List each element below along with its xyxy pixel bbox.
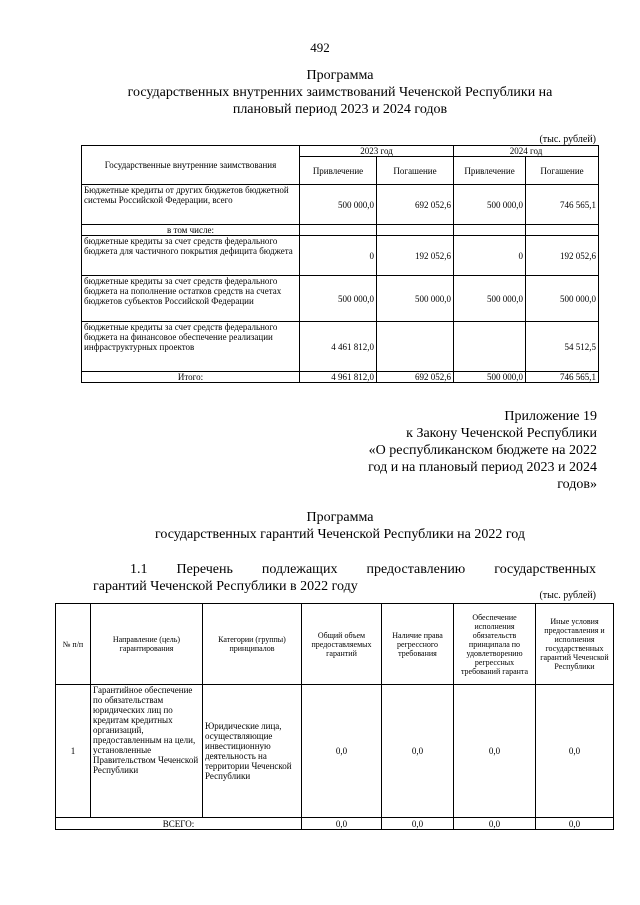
program1-title-line2: государственных внутренних заимствований Чеченской Республики на xyxy=(127,85,553,100)
borrowings-table xyxy=(81,145,599,383)
program1-title-line1: Программа xyxy=(306,68,374,83)
appendix-block xyxy=(330,408,597,493)
year1-attract-header: Привлечение xyxy=(300,157,377,185)
year2-attract-header: Привлечение xyxy=(454,157,526,185)
section-heading-line2: гарантий Чеченской Республики в 2022 году xyxy=(93,579,358,594)
total-value: 692 052,6 xyxy=(377,372,454,383)
cell-value: 500 000,0 xyxy=(377,276,454,322)
total-value: 746 565,1 xyxy=(526,372,599,383)
total-value: 0,0 xyxy=(382,818,454,830)
cell-value: 0,0 xyxy=(302,685,382,818)
table-row xyxy=(56,685,614,818)
row-name: в том числе: xyxy=(82,225,300,236)
program2-title-line1: Программа xyxy=(306,510,374,525)
col-name-header: Государственные внутренние заимствования xyxy=(82,146,300,185)
total-value: 4 961 812,0 xyxy=(300,372,377,383)
appendix-line2: к Закону Чеченской Республики xyxy=(406,426,597,441)
cell-value: 692 052,6 xyxy=(377,185,454,225)
cell-value xyxy=(454,322,526,372)
table-row xyxy=(82,276,599,322)
row-number: 1 xyxy=(56,685,91,818)
cell-value xyxy=(377,225,454,236)
row-name: бюджетные кредиты за счет средств федерального бюджета на пополнение остатков средств на счетах бюджетов субъектов Российской Федерации xyxy=(82,276,300,322)
program1-units: (тыс. рублей) xyxy=(539,134,596,145)
total-row xyxy=(82,372,599,383)
cell-value xyxy=(377,322,454,372)
total-value: 0,0 xyxy=(536,818,614,830)
appendix-line3: «О республиканском бюджете на 2022 xyxy=(368,443,597,458)
cell-value: 54 512,5 xyxy=(526,322,599,372)
cell-value xyxy=(454,225,526,236)
cell-value: 500 000,0 xyxy=(454,185,526,225)
cell-value: 0 xyxy=(300,236,377,276)
cell-value: 500 000,0 xyxy=(300,276,377,322)
total-label: ВСЕГО: xyxy=(56,818,302,830)
table-row xyxy=(82,236,599,276)
cell-value: 500 000,0 xyxy=(454,276,526,322)
header-number: № п/п xyxy=(56,604,91,685)
header-direction: Направление (цель) гарантирования xyxy=(91,604,203,685)
cell-value xyxy=(526,225,599,236)
cell-value: 192 052,6 xyxy=(377,236,454,276)
cell-value: 192 052,6 xyxy=(526,236,599,276)
total-label: Итого: xyxy=(82,372,300,383)
cell-value: 500 000,0 xyxy=(526,276,599,322)
total-row xyxy=(56,818,614,830)
row-category: Юридические лица, осуществляющие инвестиционную деятельность на территории Чеченской Республики xyxy=(203,685,302,818)
row-direction: Гарантийное обеспечение по обязательствам юридических лиц по кредитам кредитных организаций, предоставленным на цели, установленные Правительством Чеченской Республики xyxy=(91,685,203,818)
program2-title xyxy=(80,509,600,543)
header-regress-right: Наличие права регрессного требования xyxy=(382,604,454,685)
table-row xyxy=(82,185,599,225)
program2-units: (тыс. рублей) xyxy=(539,590,596,601)
year1-repay-header: Погашение xyxy=(377,157,454,185)
cell-value: 0 xyxy=(454,236,526,276)
cell-value: 4 461 812,0 xyxy=(300,322,377,372)
year1-header: 2023 год xyxy=(300,146,454,157)
guarantees-table xyxy=(55,603,614,830)
program1-title-line3: плановый период 2023 и 2024 годов xyxy=(232,102,448,117)
cell-value: 0,0 xyxy=(536,685,614,818)
program2-title-line2: государственных гарантий Чеченской Республики на 2022 год xyxy=(154,527,525,542)
table-row xyxy=(82,225,599,236)
cell-value xyxy=(300,225,377,236)
year2-repay-header: Погашение xyxy=(526,157,599,185)
row-name: Бюджетные кредиты от других бюджетов бюджетной системы Российской Федерации, всего xyxy=(82,185,300,225)
row-name: бюджетные кредиты за счет средств федерального бюджета для частичного покрытия дефицита бюджета xyxy=(82,236,300,276)
header-security: Обеспечение исполнения обязательств принципала по удовлетворению регрессных требований гаранта xyxy=(454,604,536,685)
cell-value: 500 000,0 xyxy=(300,185,377,225)
cell-value: 0,0 xyxy=(382,685,454,818)
total-value: 0,0 xyxy=(454,818,536,830)
total-value: 0,0 xyxy=(302,818,382,830)
section-heading-line1: 1.1 Перечень подлежащих предоставлению государственных xyxy=(130,562,596,577)
appendix-line5: годов» xyxy=(557,477,597,492)
total-value: 500 000,0 xyxy=(454,372,526,383)
cell-value: 0,0 xyxy=(454,685,536,818)
program1-title xyxy=(80,67,600,118)
year2-header: 2024 год xyxy=(454,146,599,157)
header-total-volume: Общий объем предоставляемых гарантий xyxy=(302,604,382,685)
row-name: бюджетные кредиты за счет средств федерального бюджета на финансовое обеспечение реализации инфраструктурных проектов xyxy=(82,322,300,372)
table-row xyxy=(82,322,599,372)
appendix-line1: Приложение 19 xyxy=(504,409,597,424)
header-other-conditions: Иные условия предоставления и исполнения государственных гарантий Чеченской Республики xyxy=(536,604,614,685)
cell-value: 746 565,1 xyxy=(526,185,599,225)
appendix-line4: год и на плановый период 2023 и 2024 xyxy=(368,460,597,475)
header-category: Категории (группы) принципалов xyxy=(203,604,302,685)
page-number: 492 xyxy=(310,40,330,55)
